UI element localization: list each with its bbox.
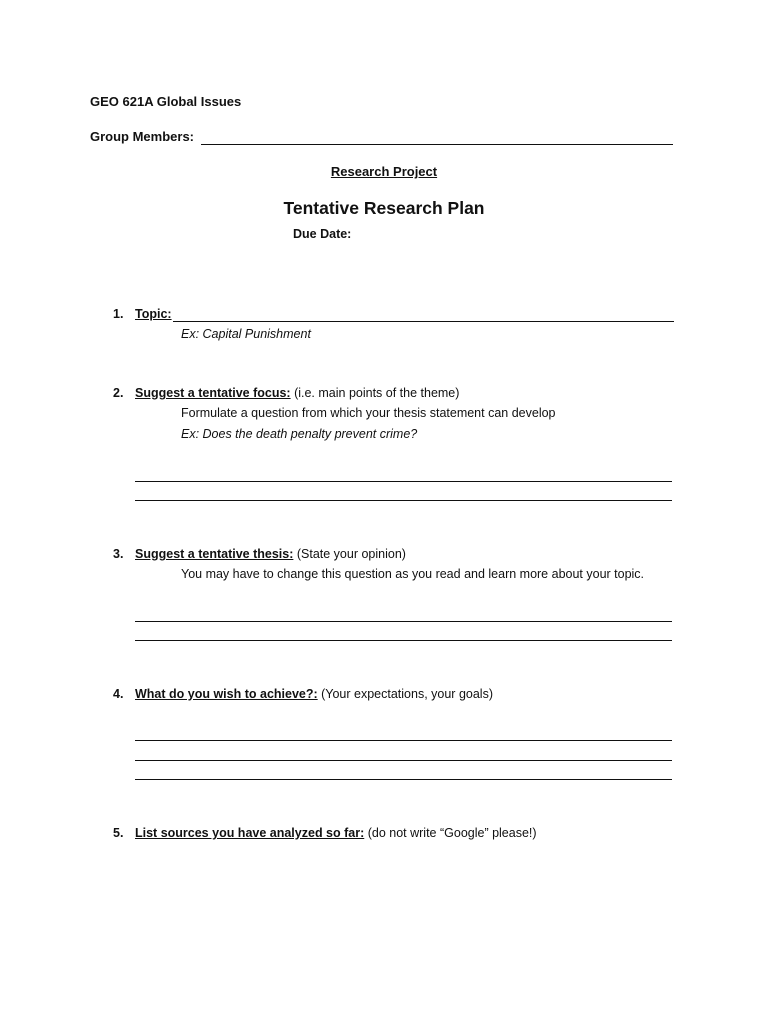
question-label: List sources you have analyzed so far: — [135, 826, 365, 840]
question-3 — [135, 547, 406, 561]
topic-field[interactable] — [173, 321, 674, 322]
answer-line[interactable] — [135, 621, 672, 622]
answer-line[interactable] — [135, 640, 672, 641]
question-4 — [135, 687, 493, 701]
question-hint: (i.e. main points of the theme) — [290, 386, 460, 400]
question-hint: (State your opinion) — [293, 547, 406, 561]
group-members-field[interactable] — [201, 144, 673, 145]
question-label: Topic: — [135, 307, 172, 321]
due-date-label: Due Date: — [293, 227, 352, 241]
answer-line[interactable] — [135, 779, 672, 780]
document-subtitle: Research Project — [330, 164, 438, 179]
item-number: 4. — [113, 687, 124, 701]
group-members-label: Group Members: — [90, 129, 195, 144]
question-label: What do you wish to achieve?: — [135, 687, 318, 701]
answer-line[interactable] — [135, 500, 672, 501]
item-number: 3. — [113, 547, 124, 561]
question-2 — [135, 386, 459, 400]
question-label: Suggest a tentative thesis: — [135, 547, 294, 561]
question-5 — [135, 826, 537, 840]
course-title: GEO 621A Global Issues — [90, 94, 242, 109]
question-hint: (Your expectations, your goals) — [317, 687, 493, 701]
item-number: 1. — [113, 307, 124, 321]
item-number: 2. — [113, 386, 124, 400]
instruction-text: You may have to change this question as you read and learn more about your topic. — [181, 567, 645, 581]
answer-line[interactable] — [135, 740, 672, 741]
instruction-text: Formulate a question from which your thesis statement can develop — [181, 406, 556, 420]
example-text: Ex: Capital Punishment — [181, 327, 311, 341]
example-text: Ex: Does the death penalty prevent crime? — [181, 427, 418, 441]
document-title: Tentative Research Plan — [283, 198, 485, 218]
question-label: Suggest a tentative focus: — [135, 386, 291, 400]
answer-line[interactable] — [135, 760, 672, 761]
item-number: 5. — [113, 826, 124, 840]
answer-line[interactable] — [135, 481, 672, 482]
question-hint: (do not write “Google” please!) — [364, 826, 537, 840]
question-1 — [135, 307, 172, 321]
